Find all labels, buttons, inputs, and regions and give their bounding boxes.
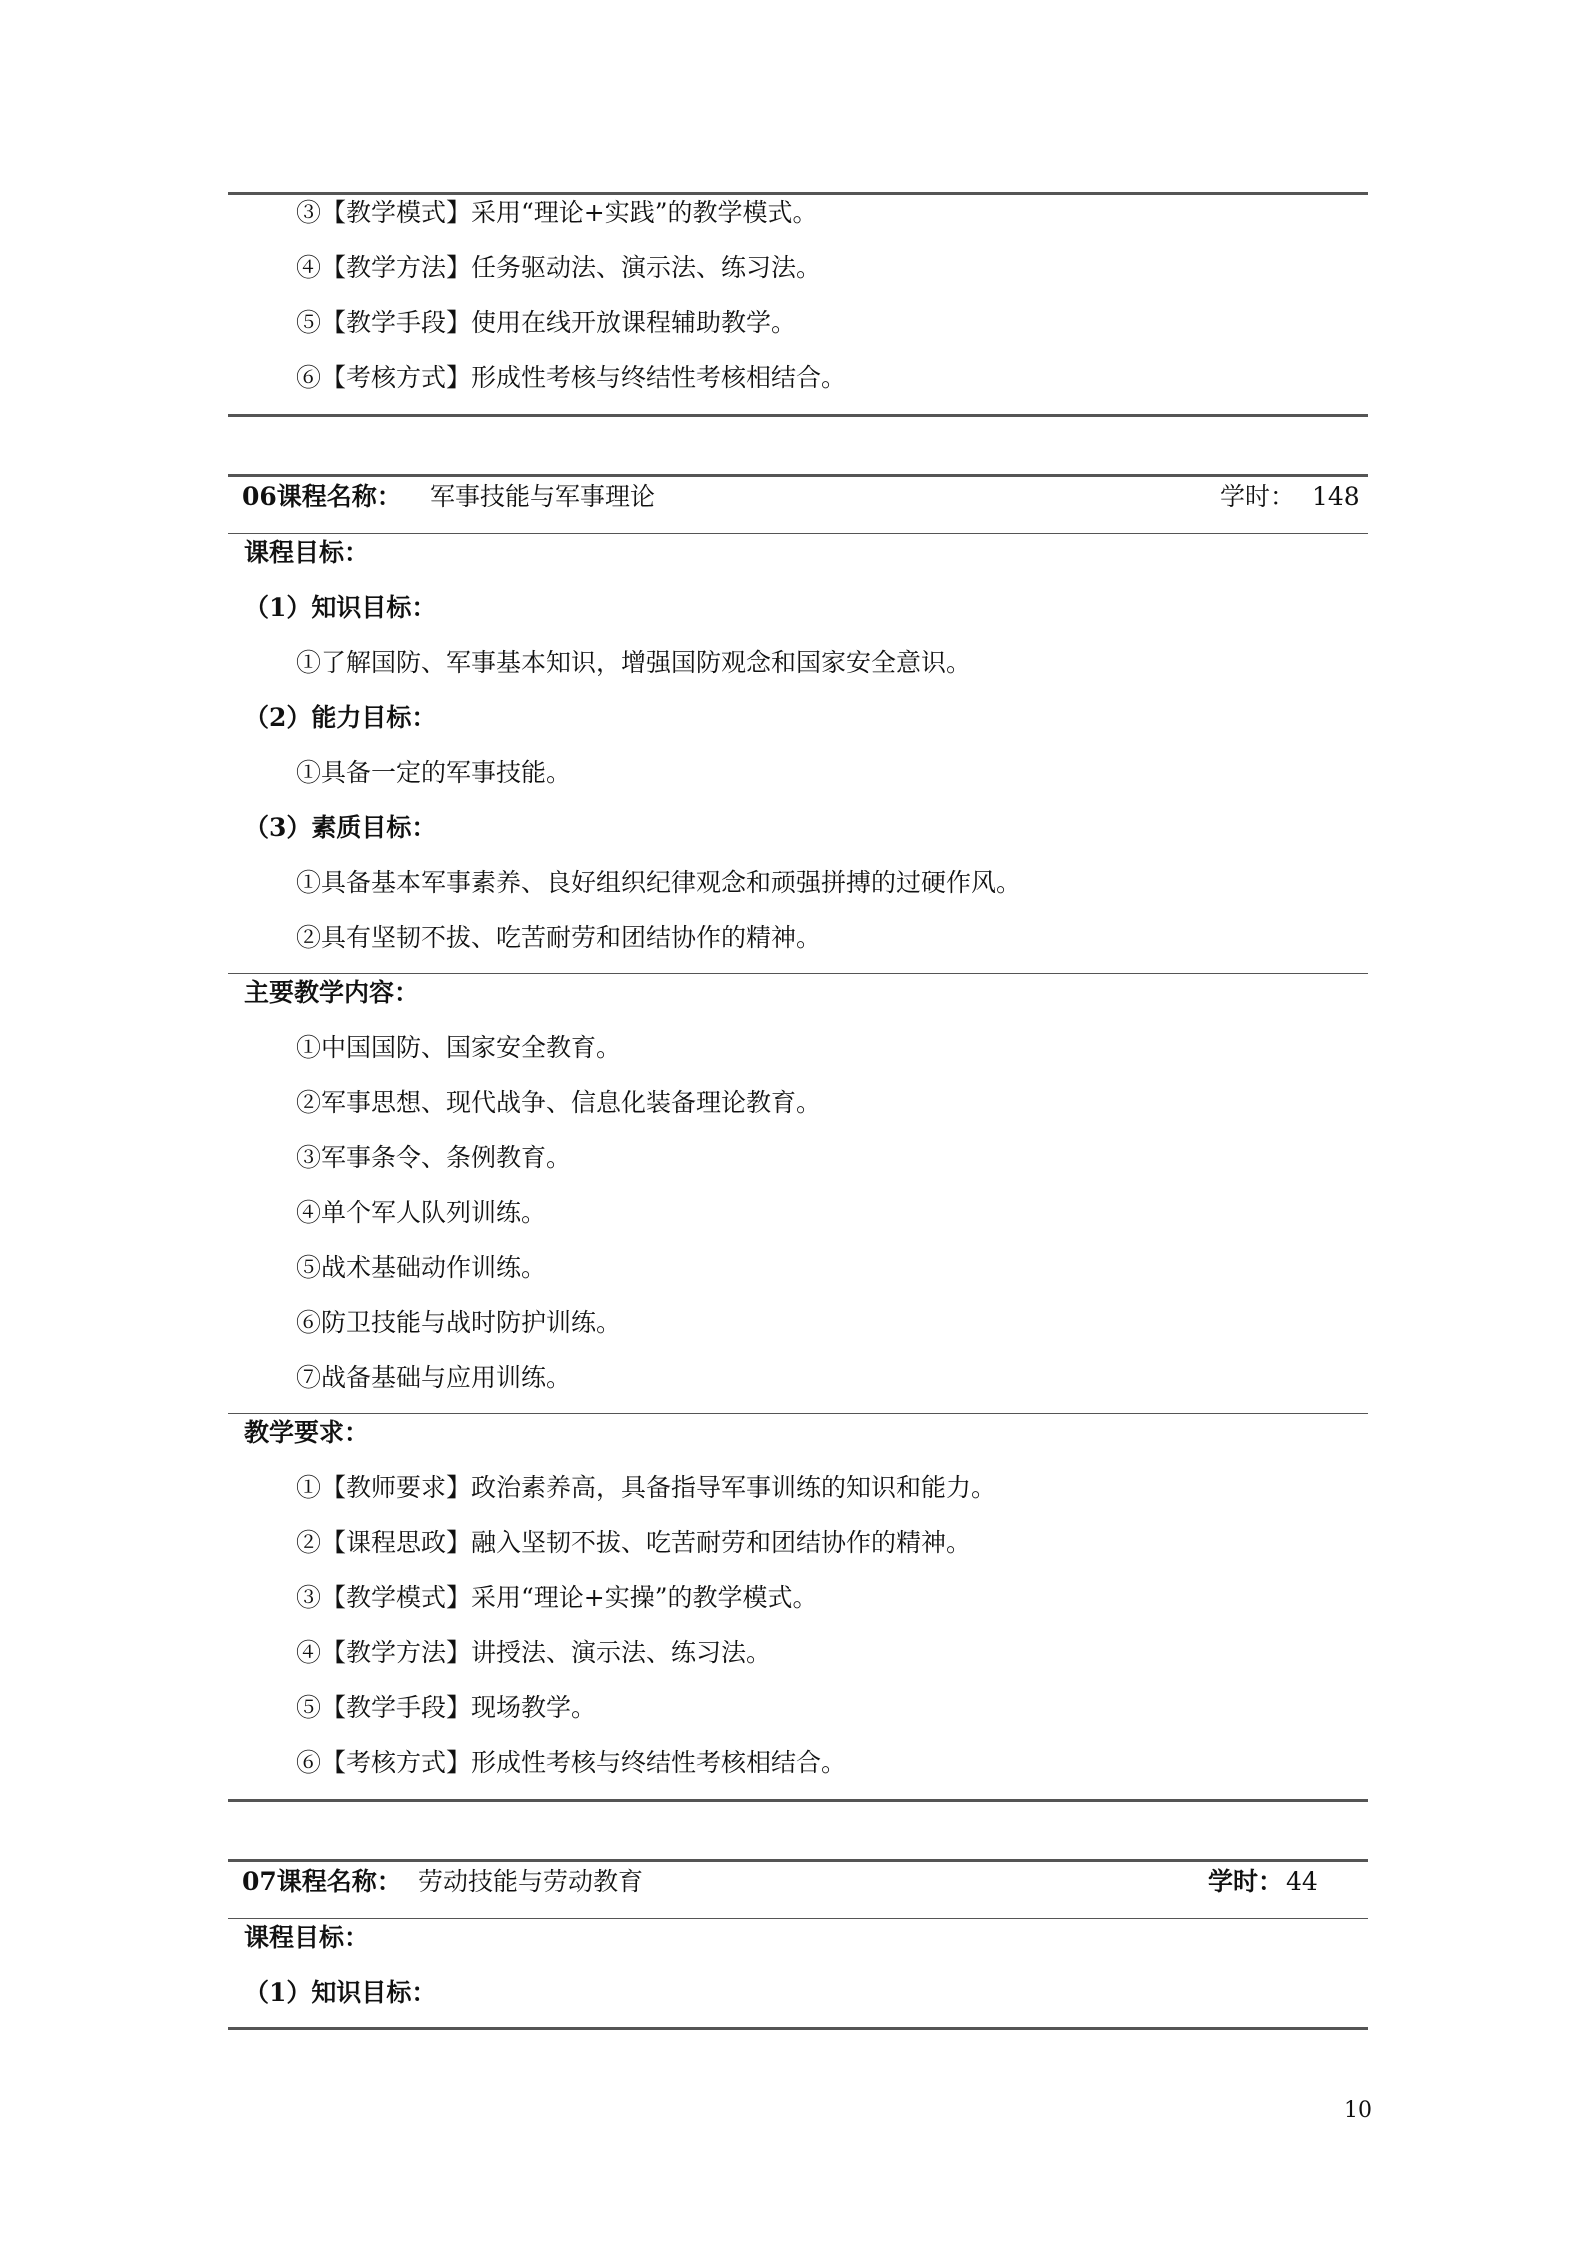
requirement-item: ⑤【教学手段】使用在线开放课程辅助教学。 xyxy=(296,308,797,337)
table-bottom-border xyxy=(228,1799,1368,1802)
course-07-header xyxy=(0,1862,1587,1902)
requirement-item: ④【教学方法】任务驱动法、演示法、练习法。 xyxy=(296,253,822,282)
content-item: ⑥防卫技能与战时防护训练。 xyxy=(296,1308,622,1337)
requirements-heading: 教学要求： xyxy=(244,1418,370,1447)
objectives-heading: 课程目标： xyxy=(244,538,370,567)
content-item: ⑦战备基础与应用训练。 xyxy=(296,1363,572,1392)
requirement-item: ⑥【考核方式】形成性考核与终结性考核相结合。 xyxy=(296,1748,847,1777)
course-name: 劳动技能与劳动教育 xyxy=(418,1867,644,1896)
course-06-header xyxy=(0,477,1587,517)
quality-item: ①具备基本军事素养、良好组织纪律观念和顽强拼搏的过硬作风。 xyxy=(296,868,1022,897)
requirement-item: ③【教学模式】采用“理论+实操”的教学模式。 xyxy=(296,1583,818,1612)
hours-value: 148 xyxy=(1312,482,1360,511)
knowledge-heading: （1）知识目标： xyxy=(244,593,437,622)
content-heading: 主要教学内容： xyxy=(244,978,420,1007)
quality-heading: （3）素质目标： xyxy=(244,813,437,842)
content-item: ②军事思想、现代战争、信息化装备理论教育。 xyxy=(296,1088,822,1117)
course-name: 军事技能与军事理论 xyxy=(430,482,656,511)
course-name-label: 06课程名称： xyxy=(242,482,402,511)
content-item: ①中国国防、国家安全教育。 xyxy=(296,1033,622,1062)
ability-heading: （2）能力目标： xyxy=(244,703,437,732)
hours-label: 学时： xyxy=(1220,482,1296,511)
page-number: 10 xyxy=(1344,2098,1372,2123)
table-bottom-border xyxy=(228,414,1368,417)
requirement-item: ①【教师要求】政治素养高，具备指导军事训练的知识和能力。 xyxy=(296,1473,997,1502)
course-name-label: 07课程名称： xyxy=(242,1867,402,1896)
knowledge-heading: （1）知识目标： xyxy=(244,1978,437,2007)
hours-label: 学时： xyxy=(1208,1867,1284,1896)
content-item: ③军事条令、条例教育。 xyxy=(296,1143,572,1172)
content-item: ⑤战术基础动作训练。 xyxy=(296,1253,547,1282)
requirement-item: ⑤【教学手段】现场教学。 xyxy=(296,1693,597,1722)
requirement-item: ③【教学模式】采用“理论+实践”的教学模式。 xyxy=(296,198,818,227)
objectives-heading: 课程目标： xyxy=(244,1923,370,1952)
requirement-item: ②【课程思政】融入坚韧不拔、吃苦耐劳和团结协作的精神。 xyxy=(296,1528,972,1557)
table-bottom-border xyxy=(228,2027,1368,2030)
requirement-item: ④【教学方法】讲授法、演示法、练习法。 xyxy=(296,1638,772,1667)
ability-item: ①具备一定的军事技能。 xyxy=(296,758,572,787)
content-item: ④单个军人队列训练。 xyxy=(296,1198,547,1227)
requirement-item: ⑥【考核方式】形成性考核与终结性考核相结合。 xyxy=(296,363,847,392)
hours-value: 44 xyxy=(1286,1867,1318,1896)
knowledge-item: ①了解国防、军事基本知识，增强国防观念和国家安全意识。 xyxy=(296,648,972,677)
quality-item: ②具有坚韧不拔、吃苦耐劳和团结协作的精神。 xyxy=(296,923,822,952)
